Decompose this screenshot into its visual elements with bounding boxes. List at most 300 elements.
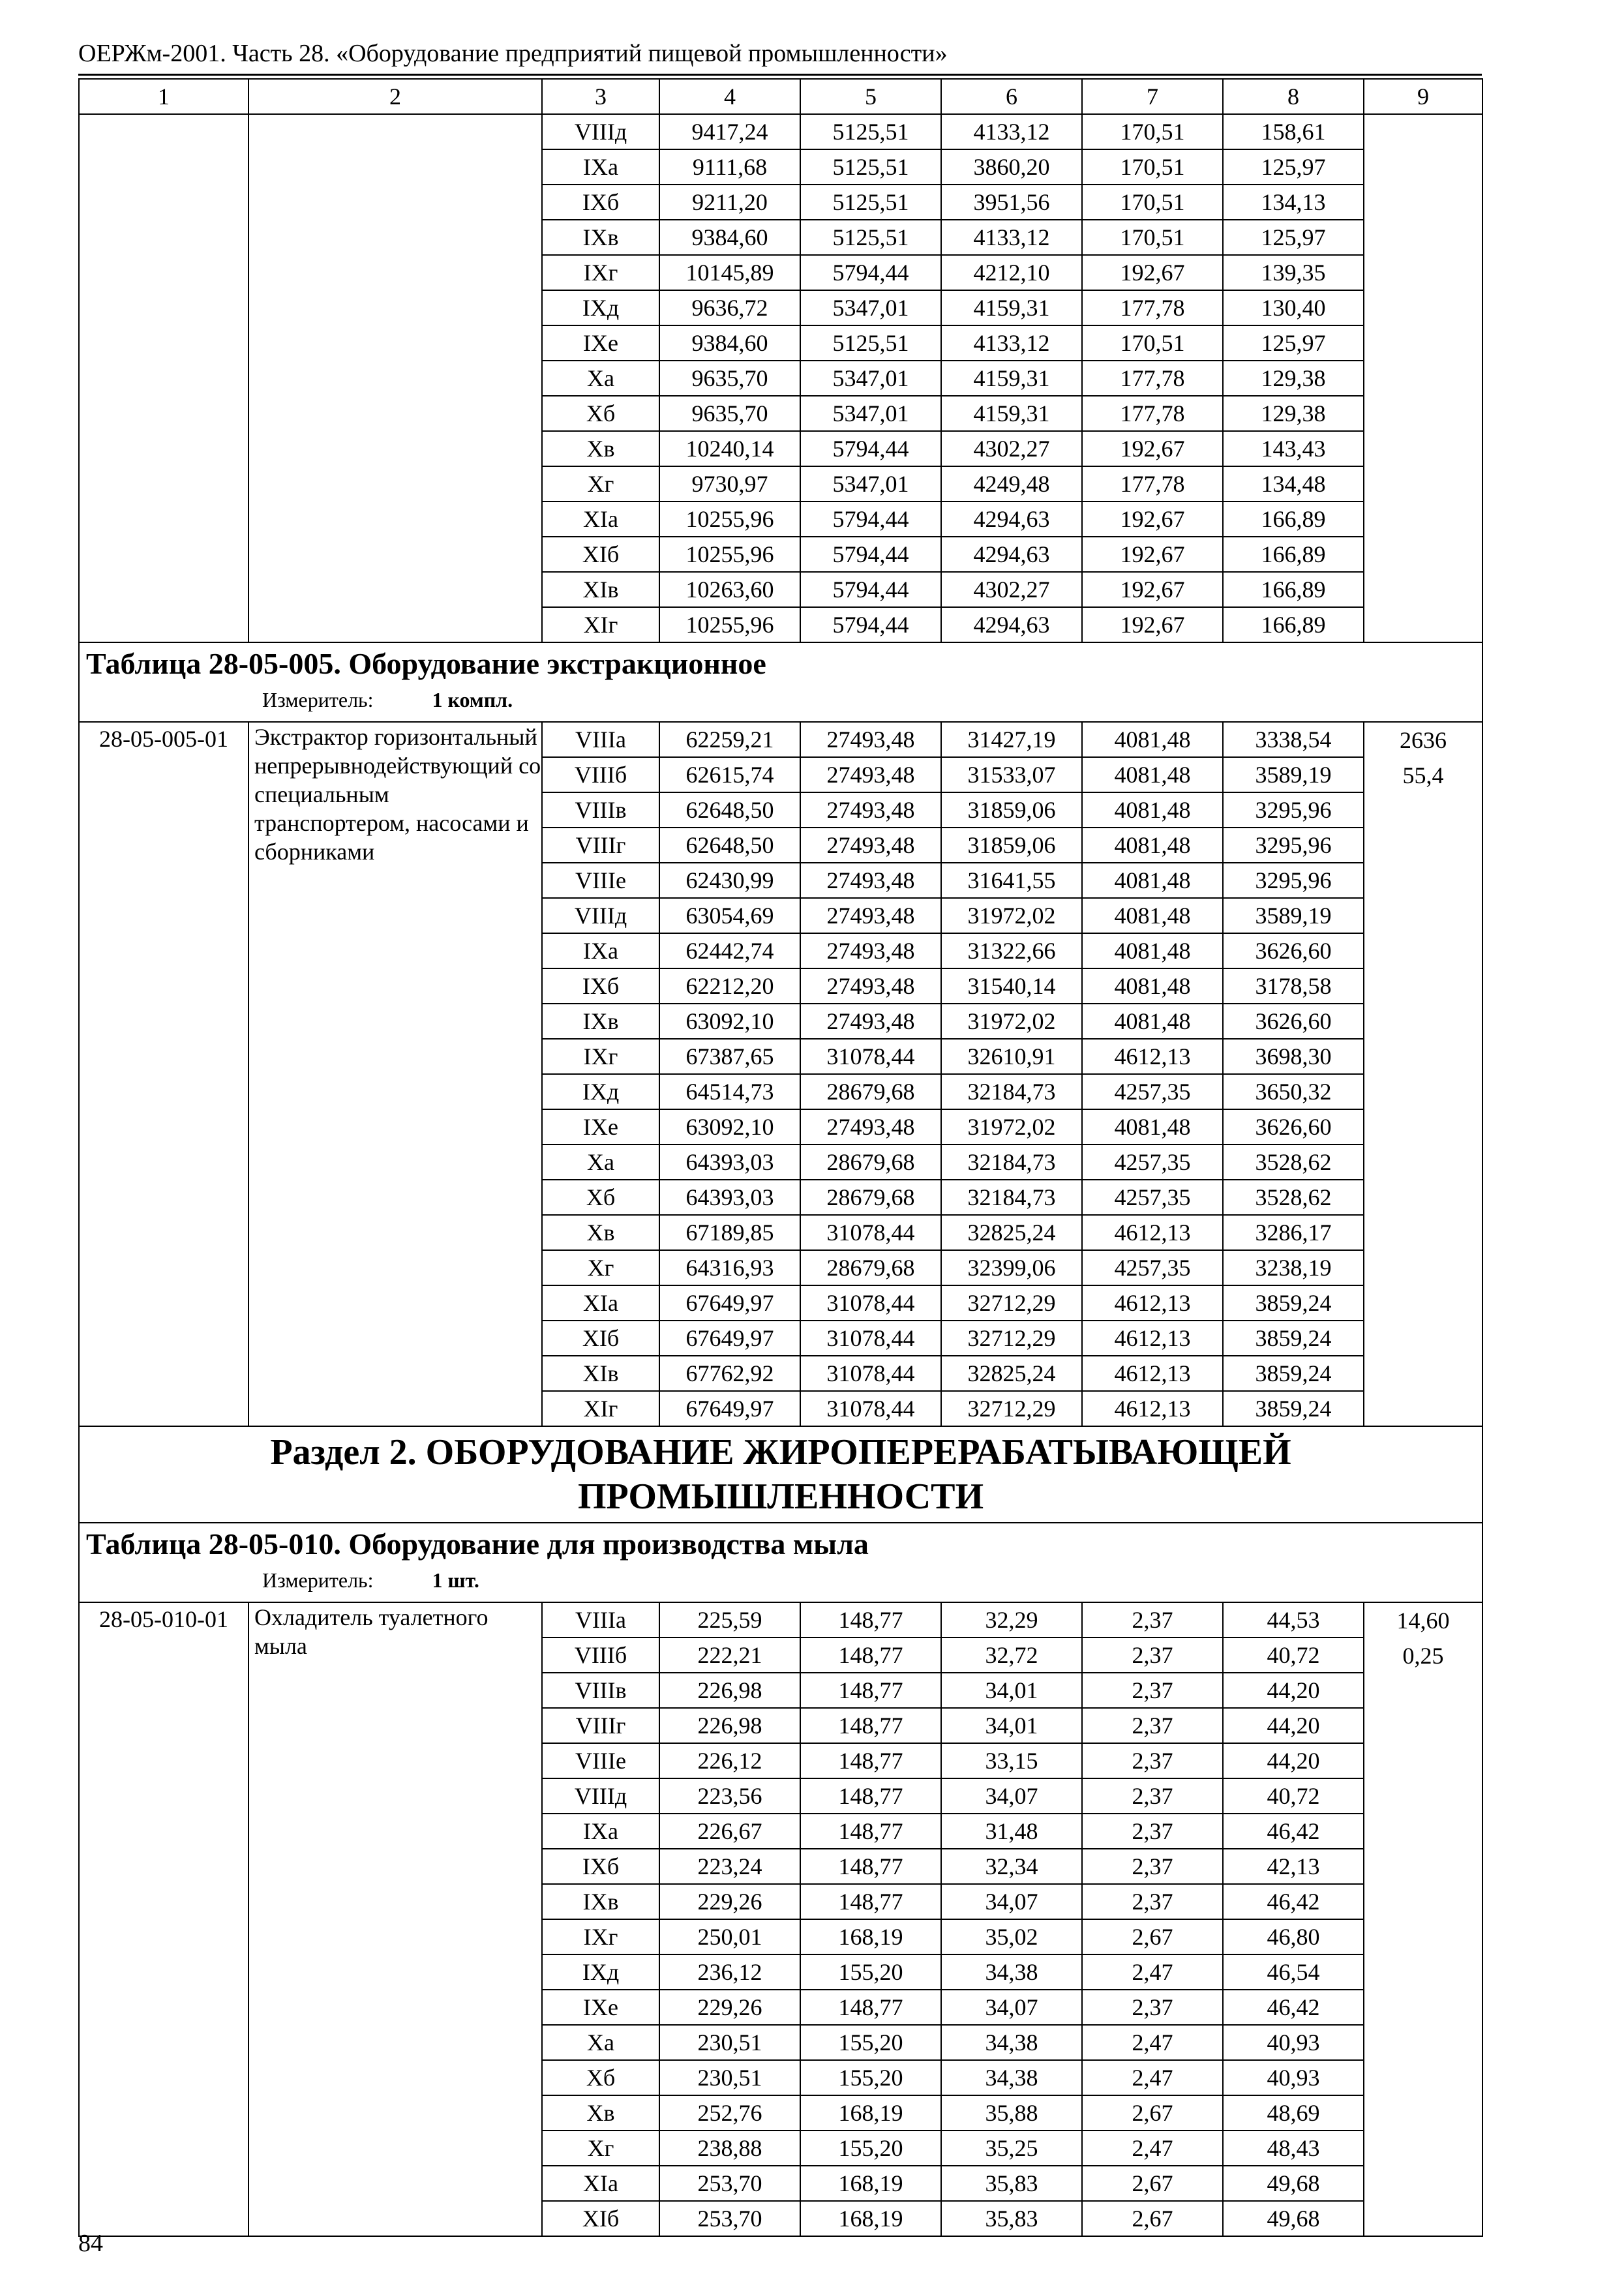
machine-cell: 34,01 <box>941 1673 1082 1708</box>
material-cell: 3626,60 <box>1223 1109 1364 1144</box>
region-cell: VIIIб <box>542 757 659 792</box>
wage-cell: 168,19 <box>800 2201 941 2236</box>
material-cell: 46,42 <box>1223 1814 1364 1849</box>
machine-cell: 32712,29 <box>941 1321 1082 1356</box>
material-cell: 44,20 <box>1223 1743 1364 1778</box>
operator-wage-cell: 170,51 <box>1082 149 1223 185</box>
material-cell: 3650,32 <box>1223 1074 1364 1109</box>
machine-cell: 31972,02 <box>941 1109 1082 1144</box>
total-cost-cell: 63054,69 <box>659 898 800 933</box>
operator-wage-cell: 4257,35 <box>1082 1074 1223 1109</box>
operator-wage-cell: 4257,35 <box>1082 1250 1223 1285</box>
machine-cell: 32184,73 <box>941 1180 1082 1215</box>
operator-wage-cell: 2,47 <box>1082 1954 1223 1990</box>
operator-wage-cell: 4081,48 <box>1082 722 1223 757</box>
region-cell: Xг <box>542 1250 659 1285</box>
wage-cell: 148,77 <box>800 1990 941 2025</box>
region-cell: IXв <box>542 1004 659 1039</box>
wage-cell: 5347,01 <box>800 290 941 325</box>
table-title-row <box>79 642 1482 722</box>
measure-label: Измеритель: <box>262 688 374 711</box>
operator-wage-cell: 177,78 <box>1082 290 1223 325</box>
material-cell: 44,20 <box>1223 1673 1364 1708</box>
machine-cell: 4159,31 <box>941 361 1082 396</box>
total-cost-cell: 67649,97 <box>659 1321 800 1356</box>
material-cell: 166,89 <box>1223 607 1364 642</box>
total-cost-cell: 67649,97 <box>659 1285 800 1321</box>
material-cell: 134,48 <box>1223 466 1364 501</box>
machine-cell: 4133,12 <box>941 114 1082 149</box>
region-cell: IXд <box>542 290 659 325</box>
machine-cell: 32712,29 <box>941 1391 1082 1426</box>
column-number: 3 <box>542 79 659 114</box>
operator-wage-cell: 2,37 <box>1082 1884 1223 1919</box>
operator-wage-cell: 4612,13 <box>1082 1391 1223 1426</box>
wage-cell: 5125,51 <box>800 185 941 220</box>
region-cell: XIа <box>542 2166 659 2201</box>
material-cell: 44,20 <box>1223 1708 1364 1743</box>
region-cell: IXа <box>542 1814 659 1849</box>
material-cell: 125,97 <box>1223 325 1364 361</box>
wage-cell: 28679,68 <box>800 1074 941 1109</box>
material-cell: 3295,96 <box>1223 828 1364 863</box>
operator-wage-cell: 4081,48 <box>1082 828 1223 863</box>
wage-cell: 31078,44 <box>800 1321 941 1356</box>
total-cost-cell: 229,26 <box>659 1990 800 2025</box>
machine-cell: 32825,24 <box>941 1356 1082 1391</box>
operator-wage-cell: 4081,48 <box>1082 792 1223 828</box>
total-cost-cell: 229,26 <box>659 1884 800 1919</box>
material-cell: 3589,19 <box>1223 757 1364 792</box>
wage-cell: 168,19 <box>800 2166 941 2201</box>
total-cost-cell: 62615,74 <box>659 757 800 792</box>
total-cost-cell: 226,98 <box>659 1708 800 1743</box>
material-cell: 46,42 <box>1223 1990 1364 2025</box>
operator-wage-cell: 4257,35 <box>1082 1144 1223 1180</box>
machine-cell: 34,38 <box>941 2060 1082 2095</box>
machine-cell: 4302,27 <box>941 572 1082 607</box>
measure-value: 1 шт. <box>432 1568 479 1592</box>
region-cell: VIIIд <box>542 1778 659 1814</box>
region-cell: VIIIе <box>542 863 659 898</box>
machine-cell: 31859,06 <box>941 792 1082 828</box>
total-cost-cell: 226,12 <box>659 1743 800 1778</box>
operator-wage-cell: 192,67 <box>1082 572 1223 607</box>
total-cost-cell: 62648,50 <box>659 792 800 828</box>
wage-cell: 168,19 <box>800 1919 941 1954</box>
region-cell: Xг <box>542 2131 659 2166</box>
operator-wage-cell: 4612,13 <box>1082 1215 1223 1250</box>
header-rule <box>78 74 1482 76</box>
wage-cell: 5794,44 <box>800 431 941 466</box>
region-cell: Xб <box>542 2060 659 2095</box>
wage-cell: 31078,44 <box>800 1285 941 1321</box>
total-cost-cell: 223,56 <box>659 1778 800 1814</box>
material-cell: 125,97 <box>1223 220 1364 255</box>
operator-wage-cell: 192,67 <box>1082 255 1223 290</box>
region-cell: IXд <box>542 1074 659 1109</box>
machine-cell: 34,01 <box>941 1708 1082 1743</box>
total-cost-cell: 63092,10 <box>659 1109 800 1144</box>
wage-cell: 148,77 <box>800 1778 941 1814</box>
operator-wage-cell: 170,51 <box>1082 185 1223 220</box>
total-cost-cell: 10263,60 <box>659 572 800 607</box>
region-cell: Xб <box>542 396 659 431</box>
total-cost-cell: 9211,20 <box>659 185 800 220</box>
operator-wage-cell: 2,47 <box>1082 2060 1223 2095</box>
wage-cell: 5125,51 <box>800 114 941 149</box>
table-row <box>79 722 1482 757</box>
machine-cell: 31533,07 <box>941 757 1082 792</box>
wage-cell: 168,19 <box>800 2095 941 2131</box>
total-cost-cell: 9417,24 <box>659 114 800 149</box>
column-number: 9 <box>1364 79 1482 114</box>
total-cost-cell: 225,59 <box>659 1602 800 1638</box>
region-cell: Xг <box>542 466 659 501</box>
operator-wage-cell: 4612,13 <box>1082 1321 1223 1356</box>
total-cost-cell: 64393,03 <box>659 1144 800 1180</box>
wage-cell: 5125,51 <box>800 149 941 185</box>
total-cost-cell: 10255,96 <box>659 537 800 572</box>
total-cost-cell: 67649,97 <box>659 1391 800 1426</box>
machine-cell: 32825,24 <box>941 1215 1082 1250</box>
total-cost-cell: 62212,20 <box>659 968 800 1004</box>
table-title: Таблица 28-05-005. Оборудование экстракционное <box>86 647 766 680</box>
machine-cell: 35,83 <box>941 2166 1082 2201</box>
resource-cell: 14,60 0,25 <box>1364 1602 1482 2236</box>
item-description: Охладитель туалетного мыла <box>248 1602 542 2236</box>
wage-cell: 5794,44 <box>800 572 941 607</box>
table-row <box>79 1602 1482 1638</box>
resource-cell: 2636 55,4 <box>1364 722 1482 1426</box>
region-cell: Xб <box>542 1180 659 1215</box>
material-cell: 3698,30 <box>1223 1039 1364 1074</box>
region-cell: XIв <box>542 1356 659 1391</box>
material-cell: 3859,24 <box>1223 1285 1364 1321</box>
total-cost-cell: 9384,60 <box>659 325 800 361</box>
total-cost-cell: 10255,96 <box>659 607 800 642</box>
material-cell: 49,68 <box>1223 2201 1364 2236</box>
material-cell: 166,89 <box>1223 537 1364 572</box>
machine-cell: 31,48 <box>941 1814 1082 1849</box>
material-cell: 166,89 <box>1223 572 1364 607</box>
region-cell: XIа <box>542 501 659 537</box>
wage-cell: 148,77 <box>800 1602 941 1638</box>
total-cost-cell: 63092,10 <box>659 1004 800 1039</box>
total-cost-cell: 230,51 <box>659 2060 800 2095</box>
operator-wage-cell: 192,67 <box>1082 501 1223 537</box>
material-cell: 3589,19 <box>1223 898 1364 933</box>
total-cost-cell: 236,12 <box>659 1954 800 1990</box>
column-number: 7 <box>1082 79 1223 114</box>
column-number: 5 <box>800 79 941 114</box>
material-cell: 3528,62 <box>1223 1144 1364 1180</box>
operator-wage-cell: 4081,48 <box>1082 933 1223 968</box>
machine-cell: 32184,73 <box>941 1074 1082 1109</box>
wage-cell: 5347,01 <box>800 466 941 501</box>
measure-unit <box>86 1565 1482 1595</box>
total-cost-cell: 9635,70 <box>659 396 800 431</box>
operator-wage-cell: 4081,48 <box>1082 898 1223 933</box>
region-cell: IXг <box>542 255 659 290</box>
region-cell: IXг <box>542 1039 659 1074</box>
wage-cell: 27493,48 <box>800 863 941 898</box>
machine-cell: 34,38 <box>941 2025 1082 2060</box>
total-cost-cell: 67762,92 <box>659 1356 800 1391</box>
region-cell: XIв <box>542 572 659 607</box>
wage-cell: 27493,48 <box>800 828 941 863</box>
wage-cell: 5125,51 <box>800 325 941 361</box>
material-cell: 42,13 <box>1223 1849 1364 1884</box>
total-cost-cell: 226,98 <box>659 1673 800 1708</box>
operator-wage-cell: 192,67 <box>1082 607 1223 642</box>
region-cell: IXе <box>542 1990 659 2025</box>
total-cost-cell: 252,76 <box>659 2095 800 2131</box>
machine-cell: 35,83 <box>941 2201 1082 2236</box>
region-cell: XIг <box>542 1391 659 1426</box>
region-cell: VIIIв <box>542 792 659 828</box>
wage-cell: 27493,48 <box>800 722 941 757</box>
material-cell: 3238,19 <box>1223 1250 1364 1285</box>
material-cell: 129,38 <box>1223 361 1364 396</box>
region-cell: XIа <box>542 1285 659 1321</box>
wage-cell: 5794,44 <box>800 607 941 642</box>
region-cell: Xа <box>542 1144 659 1180</box>
material-cell: 3626,60 <box>1223 933 1364 968</box>
region-cell: XIб <box>542 537 659 572</box>
operator-wage-cell: 170,51 <box>1082 325 1223 361</box>
region-cell: VIIIе <box>542 1743 659 1778</box>
machine-cell: 31972,02 <box>941 898 1082 933</box>
total-cost-cell: 62442,74 <box>659 933 800 968</box>
region-cell: XIг <box>542 607 659 642</box>
region-cell: VIIIв <box>542 1673 659 1708</box>
total-cost-cell: 9636,72 <box>659 290 800 325</box>
wage-cell: 148,77 <box>800 1638 941 1673</box>
wage-cell: 27493,48 <box>800 757 941 792</box>
region-cell: Xа <box>542 2025 659 2060</box>
wage-cell: 155,20 <box>800 2025 941 2060</box>
wage-cell: 5794,44 <box>800 255 941 290</box>
material-cell: 134,13 <box>1223 185 1364 220</box>
machine-cell: 4159,31 <box>941 290 1082 325</box>
machine-cell: 32184,73 <box>941 1144 1082 1180</box>
operator-wage-cell: 2,67 <box>1082 2166 1223 2201</box>
measure-unit <box>86 685 1482 715</box>
material-cell: 40,72 <box>1223 1778 1364 1814</box>
wage-cell: 148,77 <box>800 1849 941 1884</box>
region-cell: IXб <box>542 968 659 1004</box>
machine-cell: 35,88 <box>941 2095 1082 2131</box>
material-cell: 3528,62 <box>1223 1180 1364 1215</box>
material-cell: 3859,24 <box>1223 1391 1364 1426</box>
measure-label: Измеритель: <box>262 1568 374 1592</box>
total-cost-cell: 9111,68 <box>659 149 800 185</box>
table-body <box>79 79 1482 2236</box>
region-cell: IXа <box>542 149 659 185</box>
material-cell: 3286,17 <box>1223 1215 1364 1250</box>
region-cell: IXа <box>542 933 659 968</box>
wage-cell: 148,77 <box>800 1708 941 1743</box>
wage-cell: 155,20 <box>800 1954 941 1990</box>
machine-cell: 4133,12 <box>941 220 1082 255</box>
operator-wage-cell: 2,37 <box>1082 1638 1223 1673</box>
machine-cell: 35,02 <box>941 1919 1082 1954</box>
material-cell: 40,72 <box>1223 1638 1364 1673</box>
wage-cell: 31078,44 <box>800 1215 941 1250</box>
region-cell: VIIIг <box>542 1708 659 1743</box>
wage-cell: 31078,44 <box>800 1356 941 1391</box>
wage-cell: 27493,48 <box>800 968 941 1004</box>
operator-wage-cell: 192,67 <box>1082 537 1223 572</box>
material-cell: 158,61 <box>1223 114 1364 149</box>
operator-wage-cell: 2,37 <box>1082 1743 1223 1778</box>
wage-cell: 27493,48 <box>800 898 941 933</box>
region-cell: Xв <box>542 2095 659 2131</box>
machine-cell: 31322,66 <box>941 933 1082 968</box>
wage-cell: 27493,48 <box>800 933 941 968</box>
section-title: Раздел 2. ОБОРУДОВАНИЕ ЖИРОПЕРЕРАБАТЫВАЮЩЕЙ ПРОМЫШЛЕННОСТИ <box>79 1426 1482 1523</box>
page-number: 84 <box>78 2230 103 2257</box>
operator-wage-cell: 177,78 <box>1082 361 1223 396</box>
machine-cell: 4294,63 <box>941 537 1082 572</box>
wage-cell: 148,77 <box>800 1743 941 1778</box>
operator-wage-cell: 4081,48 <box>1082 968 1223 1004</box>
operator-wage-cell: 2,47 <box>1082 2025 1223 2060</box>
machine-cell: 4133,12 <box>941 325 1082 361</box>
wage-cell: 5347,01 <box>800 361 941 396</box>
machine-cell: 4249,48 <box>941 466 1082 501</box>
operator-wage-cell: 2,37 <box>1082 1708 1223 1743</box>
material-cell: 46,42 <box>1223 1884 1364 1919</box>
wage-cell: 28679,68 <box>800 1180 941 1215</box>
operator-wage-cell: 4081,48 <box>1082 1109 1223 1144</box>
total-cost-cell: 10240,14 <box>659 431 800 466</box>
total-cost-cell: 253,70 <box>659 2201 800 2236</box>
operator-wage-cell: 2,37 <box>1082 1849 1223 1884</box>
machine-cell: 34,38 <box>941 1954 1082 1990</box>
material-cell: 3178,58 <box>1223 968 1364 1004</box>
operator-wage-cell: 2,67 <box>1082 2201 1223 2236</box>
wage-cell: 5347,01 <box>800 396 941 431</box>
machine-cell: 32,72 <box>941 1638 1082 1673</box>
region-cell: VIIIа <box>542 1602 659 1638</box>
wage-cell: 5794,44 <box>800 537 941 572</box>
total-cost-cell: 10255,96 <box>659 501 800 537</box>
total-cost-cell: 62430,99 <box>659 863 800 898</box>
operator-wage-cell: 2,37 <box>1082 1778 1223 1814</box>
column-number-row <box>79 79 1482 114</box>
wage-cell: 148,77 <box>800 1814 941 1849</box>
material-cell: 40,93 <box>1223 2025 1364 2060</box>
machine-cell: 33,15 <box>941 1743 1082 1778</box>
total-cost-cell: 64393,03 <box>659 1180 800 1215</box>
operator-wage-cell: 4612,13 <box>1082 1039 1223 1074</box>
total-cost-cell: 250,01 <box>659 1919 800 1954</box>
total-cost-cell: 9730,97 <box>659 466 800 501</box>
operator-wage-cell: 170,51 <box>1082 220 1223 255</box>
machine-cell: 32712,29 <box>941 1285 1082 1321</box>
machine-cell: 32610,91 <box>941 1039 1082 1074</box>
operator-wage-cell: 177,78 <box>1082 466 1223 501</box>
wage-cell: 28679,68 <box>800 1144 941 1180</box>
material-cell: 166,89 <box>1223 501 1364 537</box>
machine-cell: 32399,06 <box>941 1250 1082 1285</box>
machine-cell: 31972,02 <box>941 1004 1082 1039</box>
column-number: 6 <box>941 79 1082 114</box>
column-number: 8 <box>1223 79 1364 114</box>
operator-wage-cell: 170,51 <box>1082 114 1223 149</box>
item-code: 28-05-005-01 <box>79 722 248 1426</box>
item-code: 28-05-010-01 <box>79 1602 248 2236</box>
operator-wage-cell: 2,37 <box>1082 1814 1223 1849</box>
machine-cell: 32,29 <box>941 1602 1082 1638</box>
table-row <box>79 114 1482 149</box>
material-cell: 3626,60 <box>1223 1004 1364 1039</box>
region-cell: IXд <box>542 1954 659 1990</box>
machine-cell: 34,07 <box>941 1990 1082 2025</box>
machine-cell: 32,34 <box>941 1849 1082 1884</box>
table-title: Таблица 28-05-010. Оборудование для производства мыла <box>86 1527 869 1561</box>
operator-wage-cell: 4257,35 <box>1082 1180 1223 1215</box>
region-cell: Xв <box>542 1215 659 1250</box>
material-cell: 44,53 <box>1223 1602 1364 1638</box>
wage-cell: 28679,68 <box>800 1250 941 1285</box>
region-cell: IXе <box>542 325 659 361</box>
operator-wage-cell: 192,67 <box>1082 431 1223 466</box>
code-cell <box>79 114 248 642</box>
machine-cell: 34,07 <box>941 1778 1082 1814</box>
total-cost-cell: 10145,89 <box>659 255 800 290</box>
column-number: 4 <box>659 79 800 114</box>
material-cell: 3859,24 <box>1223 1356 1364 1391</box>
total-cost-cell: 222,21 <box>659 1638 800 1673</box>
total-cost-cell: 230,51 <box>659 2025 800 2060</box>
region-cell: XIб <box>542 2201 659 2236</box>
region-cell: Xа <box>542 361 659 396</box>
material-cell: 46,80 <box>1223 1919 1364 1954</box>
material-cell: 143,43 <box>1223 431 1364 466</box>
machine-cell: 34,07 <box>941 1884 1082 1919</box>
machine-cell: 31540,14 <box>941 968 1082 1004</box>
material-cell: 46,54 <box>1223 1954 1364 1990</box>
column-number: 1 <box>79 79 248 114</box>
region-cell: VIIIд <box>542 898 659 933</box>
wage-cell: 27493,48 <box>800 792 941 828</box>
operator-wage-cell: 177,78 <box>1082 396 1223 431</box>
rates-table <box>78 78 1483 2237</box>
wage-cell: 5794,44 <box>800 501 941 537</box>
wage-cell: 31078,44 <box>800 1039 941 1074</box>
material-cell: 139,35 <box>1223 255 1364 290</box>
column-number: 2 <box>248 79 542 114</box>
total-cost-cell: 238,88 <box>659 2131 800 2166</box>
wage-cell: 148,77 <box>800 1673 941 1708</box>
total-cost-cell: 9635,70 <box>659 361 800 396</box>
total-cost-cell: 64316,93 <box>659 1250 800 1285</box>
total-cost-cell: 62259,21 <box>659 722 800 757</box>
total-cost-cell: 223,24 <box>659 1849 800 1884</box>
region-cell: VIIIг <box>542 828 659 863</box>
material-cell: 49,68 <box>1223 2166 1364 2201</box>
machine-cell: 4302,27 <box>941 431 1082 466</box>
total-cost-cell: 64514,73 <box>659 1074 800 1109</box>
wage-cell: 5125,51 <box>800 220 941 255</box>
machine-cell: 31427,19 <box>941 722 1082 757</box>
region-cell: VIIIб <box>542 1638 659 1673</box>
wage-cell: 148,77 <box>800 1884 941 1919</box>
measure-value: 1 компл. <box>432 688 513 711</box>
